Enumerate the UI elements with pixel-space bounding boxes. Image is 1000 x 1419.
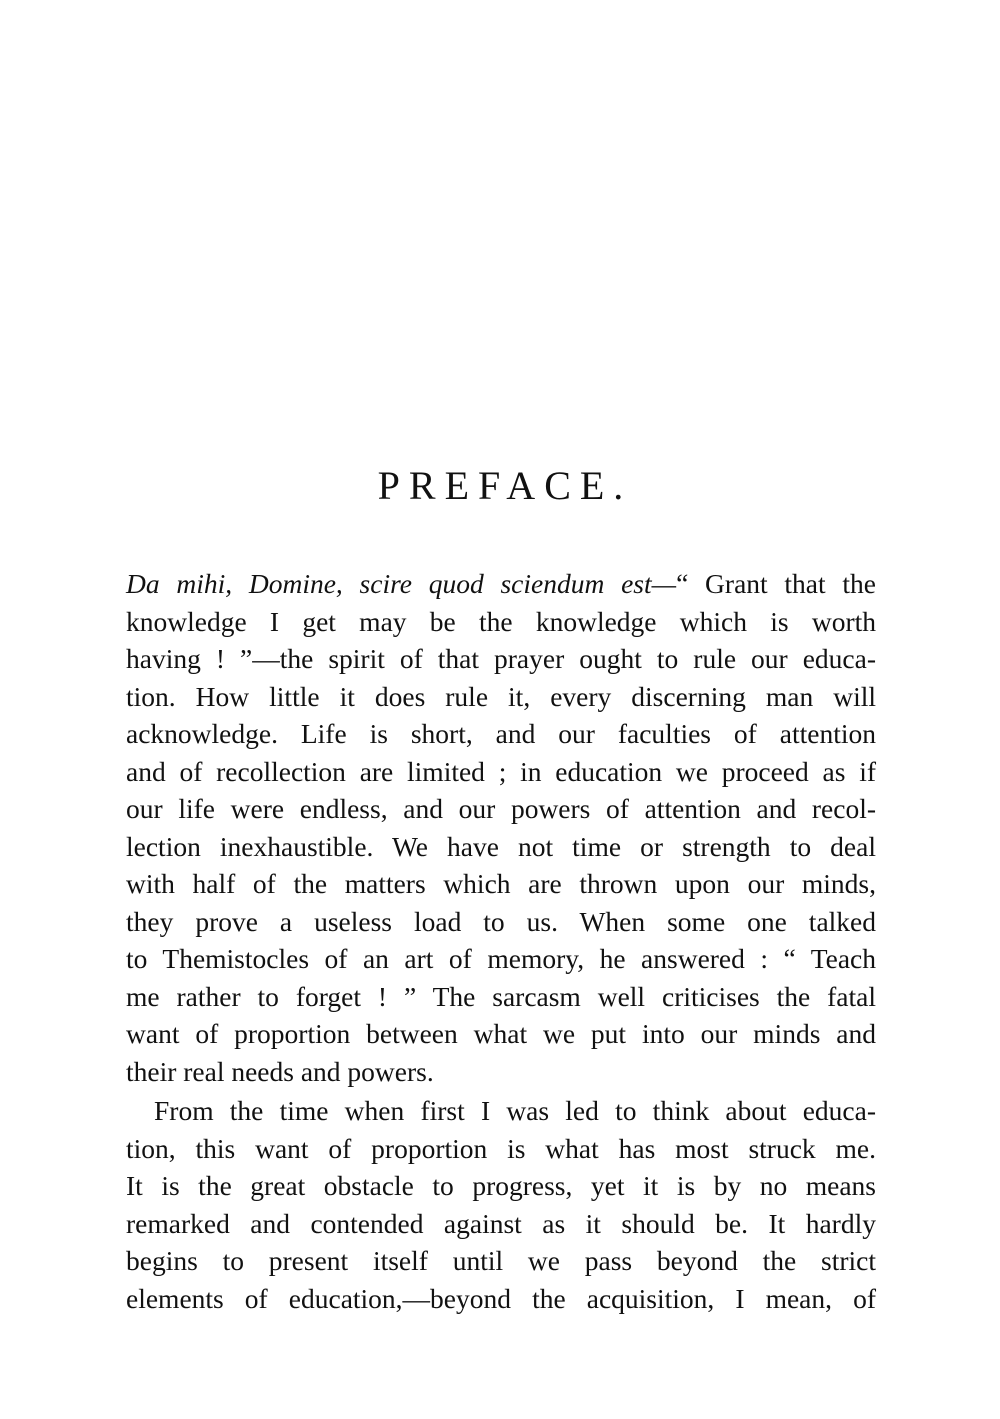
- text-line: with half of the matters which are thrown upon our minds,: [126, 868, 876, 899]
- text-line: their real needs and powers.: [126, 1055, 434, 1087]
- paragraph-2: [126, 1092, 876, 1317]
- text-line: elements of education,—beyond the acquisition, I mean, of: [126, 1282, 876, 1314]
- text-line: remarked and contended against as it should be. It hardly: [126, 1207, 876, 1239]
- latin-motto: Da mihi, Domine, scire quod sciendum est—: [126, 568, 677, 599]
- text-line: our life were endless, and our powers of attention and recol-: [126, 793, 876, 824]
- paragraph-1: [126, 565, 876, 1090]
- text-line: to Themistocles of an art of memory, he answered : “ Teach: [126, 943, 876, 974]
- text-line: having ! ”—the spirit of that prayer ought to rule our educa-: [126, 643, 876, 674]
- text-line: tion, this want of proportion is what has most struck me.: [126, 1132, 876, 1164]
- text-line: lection inexhaustible. We have not time or strength to deal: [126, 830, 876, 862]
- text-line: knowledge I get may be the knowledge which is worth: [126, 605, 876, 637]
- text-line: and of recollection are limited ; in education we proceed as if: [126, 755, 876, 787]
- text-line: they prove a useless load to us. When some one talked: [126, 905, 876, 937]
- text-line: me rather to forget ! ” The sarcasm well criticises the fatal: [126, 980, 876, 1012]
- line-text: “ Grant that the: [676, 568, 876, 599]
- page-title: PREFACE.: [377, 463, 633, 508]
- text-line: acknowledge. Life is short, and our faculties of attention: [126, 718, 876, 749]
- text-line: From the time when first I was led to think about educa-: [154, 1095, 876, 1126]
- text-line: [126, 565, 876, 603]
- text-line: It is the great obstacle to progress, yet it is by no means: [126, 1170, 876, 1201]
- text-line: want of proportion between what we put into our minds and: [126, 1018, 876, 1049]
- text-line: tion. How little it does rule it, every discerning man will: [126, 680, 876, 712]
- text-line: begins to present itself until we pass beyond the strict: [126, 1245, 876, 1276]
